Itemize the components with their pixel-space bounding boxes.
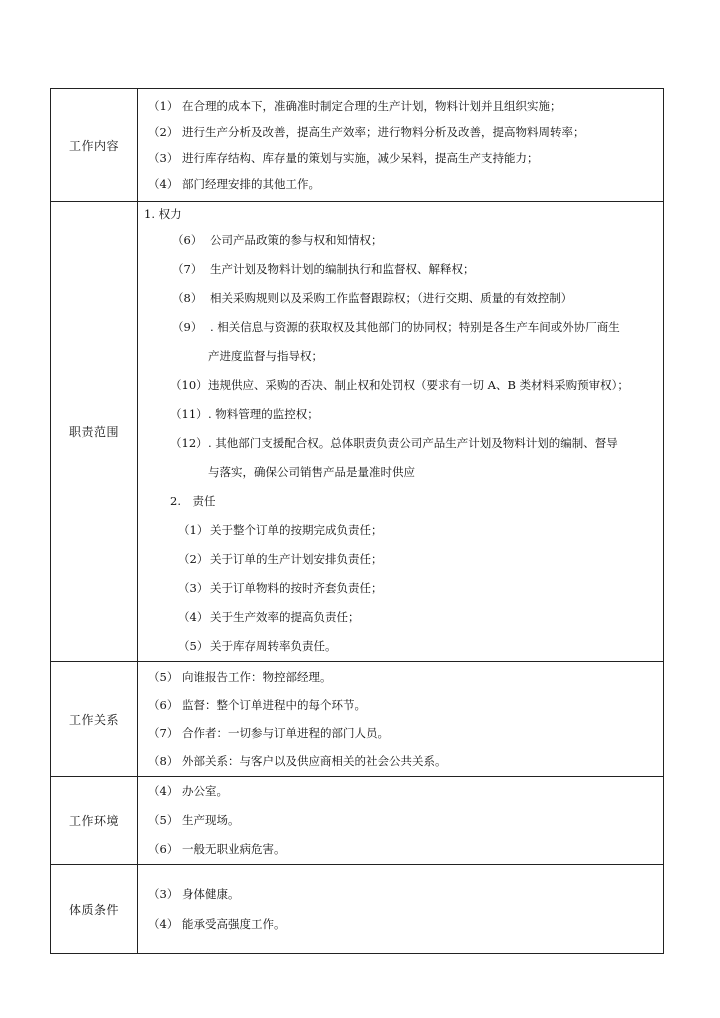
list-item: （2） 进行生产分析及改善，提高生产效率；进行物料分析及改善，提高物料周转率；: [148, 125, 585, 139]
table-row-work-content: [51, 89, 664, 202]
list-item: （6） 一般无职业病危害。: [148, 842, 286, 856]
section-heading-authority: 1. 权力: [144, 207, 182, 221]
list-item: （5） 向谁报告工作：物控部经理。: [148, 670, 332, 684]
table-row-work-relations: [51, 662, 664, 777]
row-content-work-relations: [138, 662, 664, 777]
table-row-physical-condition: [51, 865, 664, 954]
list-item: （5） 关于库存周转率负责任。: [178, 639, 337, 653]
row-label-physical-condition: 体质条件: [51, 865, 138, 954]
list-item: （5） 生产现场。: [148, 813, 240, 827]
row-label-work-environment: 工作环境: [51, 777, 138, 865]
section-heading-duty: 2. 责任: [170, 494, 216, 508]
row-content-physical-condition: [138, 865, 664, 954]
list-item: （6） 监督：整个订单进程中的每个环节。: [148, 698, 366, 712]
table-row-responsibility-scope: [51, 202, 664, 662]
row-label-responsibility-scope: 职责范围: [51, 202, 138, 662]
row-content-work-environment: [138, 777, 664, 865]
list-item: （8） 外部关系：与客户以及供应商相关的社会公共关系。: [148, 754, 447, 768]
row-content-responsibility-scope: [138, 202, 664, 662]
list-item: （4） 办公室。: [148, 784, 228, 798]
list-item: （4） 能承受高强度工作。: [148, 917, 286, 931]
list-item: （7） 生产计划及物料计划的编制执行和监督权、解释权；: [172, 262, 475, 276]
list-item: （1） 在合理的成本下，准确准时制定合理的生产计划，物料计划并且组织实施；: [148, 99, 562, 113]
table-row-work-environment: [51, 777, 664, 865]
list-item: （3） 关于订单物料的按时齐套负责任；: [178, 581, 383, 595]
list-item-continuation: 与落实，确保公司销售产品是量准时供应: [208, 465, 415, 479]
list-item: （3） 进行库存结构、库存量的策划与实施，减少呆料，提高生产支持能力；: [148, 151, 539, 165]
job-description-table: [50, 88, 664, 954]
row-label-work-relations: 工作关系: [51, 662, 138, 777]
list-item: （3） 身体健康。: [148, 887, 240, 901]
list-item: （4） 关于生产效率的提高负责任；: [178, 610, 360, 624]
list-item: （6） 公司产品政策的参与权和知情权；: [172, 233, 383, 247]
list-item: （4） 部门经理安排的其他工作。: [148, 177, 320, 191]
row-label-work-content: 工作内容: [51, 89, 138, 202]
list-item: （11）. 物料管理的监控权；: [170, 407, 319, 421]
row-content-work-content: [138, 89, 664, 202]
list-item: （8） 相关采购规则以及采购工作监督跟踪权；（进行交期、质量的有效控制）: [172, 291, 573, 305]
list-item: （7） 合作者：一切参与订单进程的部门人员。: [148, 726, 389, 740]
list-item: （12）. 其他部门支援配合权。总体职责负责公司产品生产计划及物料计划的编制、督导: [170, 436, 618, 450]
list-item: （10）违规供应、采购的否决、制止权和处罚权（要求有一切 A、B 类材料采购预审权）；: [170, 378, 629, 392]
list-item: （2） 关于订单的生产计划安排负责任；: [178, 552, 383, 566]
list-item: （9） . 相关信息与资源的获取权及其他部门的协同权；特别是各生产车间或外协厂商生: [172, 320, 620, 334]
list-item: （1） 关于整个订单的按期完成负责任；: [178, 523, 383, 537]
list-item-continuation: 产进度监督与指导权；: [208, 349, 323, 363]
